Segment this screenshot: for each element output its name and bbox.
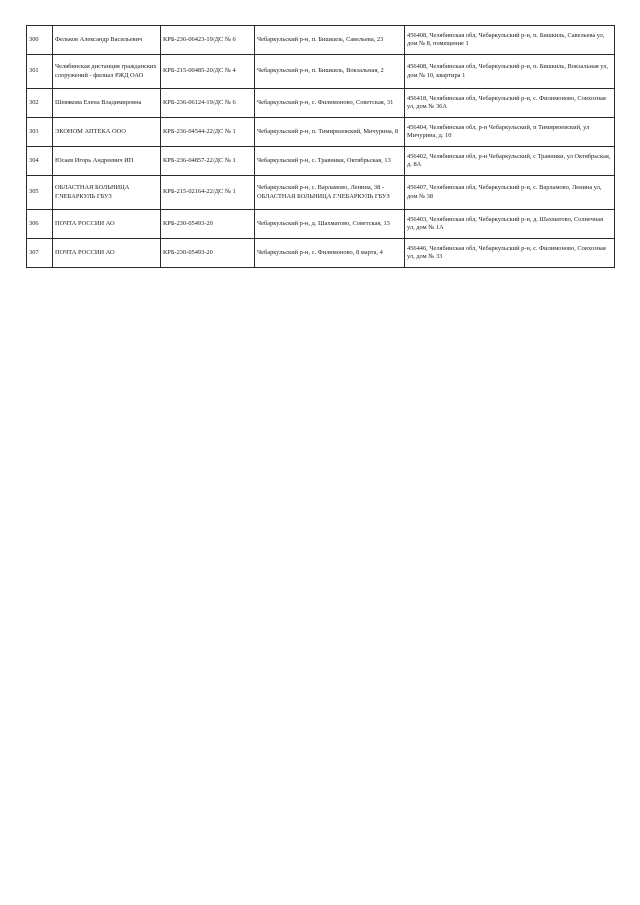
legal-address: 456402, Челябинская обл, р-н Чебаркульский, с Травники, ул Октябрьская, д. 8А [405, 147, 615, 176]
organization-name: ОБЛАСТНАЯ БОЛЬНИЦА Г.ЧЕБАРКУЛЬ ГБУЗ [53, 176, 161, 210]
table-row [27, 26, 615, 55]
row-number: 301 [27, 55, 53, 89]
table-row [27, 239, 615, 268]
registration-number: КРБ-236-04544-22/ДС № 1 [161, 118, 255, 147]
table-row [27, 118, 615, 147]
registration-number: КРБ-230-05493-20 [161, 239, 255, 268]
site-location: Чебаркульский р-н, п. Бишкиль, Савельева, 23 [255, 26, 405, 55]
organization-name: Фельков Александр Васильевич [53, 26, 161, 55]
registration-number: КРБ-236-06423-19/ДС № 6 [161, 26, 255, 55]
organization-name: Юсаев Игорь Андреевич ИП [53, 147, 161, 176]
legal-address: 456446, Челябинская обл, Чебаркульский р-н, с. Филимоново, Совхозная ул, дом № 33 [405, 239, 615, 268]
legal-address: 456407, Челябинская обл, Чебаркульский р-н, с. Варламово, Ленина ул, дом № 38 [405, 176, 615, 210]
row-number: 300 [27, 26, 53, 55]
table-row [27, 89, 615, 118]
registration-number: КРБ-236-06124-19/ДС № 6 [161, 89, 255, 118]
legal-address: 456403, Челябинская обл, Чебаркульский р-н, д. Шахматово, Солнечная ул, дом № 1А [405, 210, 615, 239]
row-number: 302 [27, 89, 53, 118]
row-number: 305 [27, 176, 53, 210]
legal-address: 456408, Челябинская обл, Чебаркульский р-н, п. Бишкиль, Савельева ул, дом № 8, помещение 1 [405, 26, 615, 55]
registry-table [26, 25, 615, 268]
legal-address: 456408, Челябинская обл, Чебаркульский р-н, п. Бишкиль, Вокзальная ул, дом № 10, квартира 1 [405, 55, 615, 89]
registration-number: КРБ-230-05493-20 [161, 210, 255, 239]
registration-number: КРБ-215-02164-22/ДС № 1 [161, 176, 255, 210]
legal-address: 456404, Челябинская обл, р-н Чебаркульский, п Тимирязевский, ул Мичурина, д. 10 [405, 118, 615, 147]
site-location: Чебаркульский р-н, п. Тимирязевский, Мичурина, 8 [255, 118, 405, 147]
table-row [27, 210, 615, 239]
row-number: 307 [27, 239, 53, 268]
site-location: Чебаркульский р-н, с. Филимоново, 8 марта, 4 [255, 239, 405, 268]
registry-table-body [27, 26, 615, 268]
site-location: Чебаркульский р-н, с. Травники, Октябрьская, 13 [255, 147, 405, 176]
site-location: Чебаркульский р-н, д. Шахматово, Советская, 13 [255, 210, 405, 239]
legal-address: 456418, Челябинская обл, Чебаркульский р-н, с. Филимоново, Совхозная ул, дом № 36А [405, 89, 615, 118]
table-row [27, 55, 615, 89]
site-location: Чебаркульский р-н, с. Филимоново, Советская, 31 [255, 89, 405, 118]
row-number: 303 [27, 118, 53, 147]
row-number: 304 [27, 147, 53, 176]
table-row [27, 176, 615, 210]
organization-name: Шевякова Елена Владимировна [53, 89, 161, 118]
row-number: 306 [27, 210, 53, 239]
organization-name: ЭКОНОМ АПТЕКА ООО [53, 118, 161, 147]
table-row [27, 147, 615, 176]
registration-number: КРБ-215-00485-20/ДС № 4 [161, 55, 255, 89]
organization-name: ПОЧТА РОССИИ АО [53, 210, 161, 239]
site-location: Чебаркульский р-н, с. Варламово, Ленина, 38 - ОБЛАСТНАЯ БОЛЬНИЦА Г.ЧЕБАРКУЛЬ ГБУЗ [255, 176, 405, 210]
site-location: Чебаркульский р-н, п. Бишкиль, Вокзальная, 2 [255, 55, 405, 89]
organization-name: Челябинская дистанция гражданских сооружений - филиал РЖД ОАО [53, 55, 161, 89]
organization-name: ПОЧТА РОССИИ АО [53, 239, 161, 268]
registration-number: КРБ-236-04857-22/ДС № 1 [161, 147, 255, 176]
